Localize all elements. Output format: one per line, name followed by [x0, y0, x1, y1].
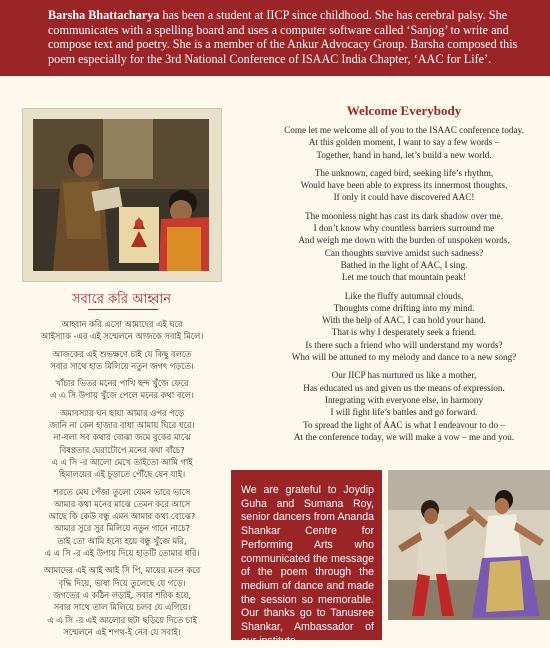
- poem-line: অমাবস্যার ঘন ছায়া আমার ওপর পড়ে: [59, 407, 185, 418]
- poem-line: If only it could have discovered AAC!: [333, 192, 475, 203]
- bengali-poem: [22, 318, 222, 643]
- poem-line: হিমালয়ের এই চূড়াতে পৌঁছে যেন যাই।: [58, 469, 186, 480]
- poem-line: জানি না কেন হাজার বাধা আমায় ঘিরে ধরে।: [49, 420, 195, 431]
- poem-line: I don’t know why countless barriers surround me: [313, 223, 495, 234]
- poem-line: Bathed in the light of AAC, I sing.: [340, 259, 468, 270]
- poem-line: সবার সাথে তাল মিলিয়ে চলব যে এগিয়ে।: [53, 602, 191, 613]
- poem-line: Together, hand in hand, let’s build a new world.: [316, 149, 492, 160]
- poem-line: আমাদের এই আই আই সি পি, মায়ের মতন করে: [43, 565, 201, 576]
- poem-line: Is there such a friend who will understand my words?: [305, 339, 503, 350]
- poem-line: আইস্যাক -এর এই সম্মেলনে আজকে সবাই মিলে।: [40, 331, 204, 342]
- poem-line: Thoughts come drifting into my mind.: [333, 302, 475, 313]
- poem-line: এ এ সি -র আলো মেখে তাইতো আমি গাই: [51, 456, 193, 467]
- poem-line: খাঁচার ভিতর মনের পাখি ছন্দ খুঁজে ফেরে: [55, 378, 189, 389]
- bengali-title-underline: [88, 309, 158, 310]
- bengali-stanza: [22, 318, 222, 343]
- poem-line: Let me touch that mountain peak!: [341, 272, 467, 283]
- poem-line: Integrating with everyone else, in harmony: [324, 394, 484, 405]
- poem-line: To spread the light of AAC is what I endeavour to do –: [303, 419, 505, 430]
- english-stanza: [258, 124, 550, 161]
- english-poem-title: Welcome Everybody: [346, 103, 462, 118]
- poem-line: আজকের এই শুভক্ষণে চাই যে কিছু বলতে: [52, 348, 192, 359]
- poem-line: বিষণ্ণতার ঘেরাটোপে মনের কথা বাঁচে?: [59, 444, 185, 455]
- poem-line: এ এ সি -র এই আলোর ছটা ছড়িয়ে দিতে চাই: [47, 614, 197, 625]
- poem-line: না-বলা সব কথার বোঝা জমে বুকের মাঝে: [53, 432, 191, 443]
- poem-line: Come let me welcome all of you to the ISAAC conference today.: [284, 125, 524, 135]
- poem-line: The moonless night has cast its dark shadow over me.: [304, 210, 503, 221]
- english-stanza: [258, 210, 550, 284]
- poem-line: সম্মেলনে এই শপথ-ই নেব যে সবাই।: [63, 626, 181, 637]
- intro-name: Barsha Bhattacharya: [48, 8, 160, 22]
- poem-line: এ এ সি উপায় খুঁজে পেলে মনের কথা বলে।: [50, 390, 194, 401]
- poet-photo-frame: [22, 108, 222, 282]
- poem-line: Like the fluffy autumnal clouds,: [344, 290, 464, 301]
- poem-line: শরতে মেঘ পেঁজা তুলো যেমন ভাবে ভাসে: [53, 486, 191, 497]
- acknowledgement-text: We are grateful to Joydip Guha and Sumana Roy, senior dancers from Ananda Shankar Centre for Performing Arts who communicated the message of the poem through the medium of dance and made the session so memorable. Our thanks go to Tanusree Shankar, Ambassador of our institute.: [241, 484, 374, 647]
- bengali-stanza: [22, 348, 222, 373]
- poem-line: এ এ সি -র এই উপায় দিয়ে হাতটি তোমার ধরি।: [44, 548, 200, 559]
- poem-line: Would have been able to express its innermost thoughts,: [300, 180, 508, 191]
- poem-line: That is why I desperately seek a friend.: [331, 327, 477, 338]
- poem-line: সবার সাথে হাত মিলিয়ে নতুন জগৎ গড়তে।: [50, 360, 194, 371]
- poem-line: তাই তো আমি হন্যে হয়ে বন্ধু খুঁজে মরি,: [57, 535, 187, 546]
- poem-line: And weigh me down with the burden of unspoken words.: [298, 235, 510, 246]
- poem-line: আমার কথা মনের মাঝে তেমন করে আসে: [53, 498, 191, 509]
- english-stanza: [258, 290, 550, 364]
- poem-line: With the help of AAC, I can hold your hand.: [322, 315, 486, 326]
- poem-line: আছে কি কেউ বন্ধু এমন আমার কথা বোঝে?: [48, 511, 196, 522]
- english-stanza: [258, 167, 550, 204]
- english-poem: [258, 124, 550, 449]
- intro-text: has been a student at IICP since childhood. She has cerebral palsy. She communicates with a spelling board and uses a computer software called ‘Sanjog’ to write and compose text and poetry. She is a member of the Ankur Advocacy Group. Barsha composed this poem especially for the 3rd National Conference of ISAAC India Chapter, ‘AAC for Life’.: [48, 8, 518, 66]
- poem-line: Our IICP has nurtured us like a mother,: [331, 370, 477, 381]
- bengali-stanza: [22, 486, 222, 560]
- poem-line: At the conference today, we will make a vow – me and you.: [293, 431, 515, 442]
- intro-banner: [0, 0, 550, 76]
- poem-line: Can thoughts survive amidst such sadness?: [324, 247, 484, 258]
- poem-line: আহ্বান করি এসো আমাদের এই ঘরে: [61, 319, 183, 329]
- poem-line: The unknown, caged bird, seeking life’s rhythm,: [314, 167, 494, 178]
- bengali-stanza: [22, 407, 222, 481]
- poem-line: At this golden moment, I want to say a few words –: [308, 137, 500, 148]
- bengali-stanza: [22, 564, 222, 638]
- poem-line: Has educated us and given us the means of expression.: [303, 382, 505, 393]
- poem-line: আমার সুরে সুর মিলিয়ে নতুন গানে নাচে?: [53, 523, 191, 534]
- english-stanza: [258, 369, 550, 443]
- bengali-stanza: [22, 377, 222, 402]
- dance-photo: [388, 470, 550, 620]
- poem-line: বৃদ্ধি দিয়ে, ভাষা দিয়ে তুলেছে যে গড়ে।: [58, 577, 186, 588]
- poem-line: I will fight life’s battles and go forward.: [330, 407, 478, 418]
- acknowledgement-box: [231, 470, 382, 647]
- poet-photo: [33, 119, 209, 271]
- poem-line: Who will be attuned to my melody and dance to a new song?: [291, 352, 517, 363]
- bengali-poem-title: সবারে করি আহ্বান: [71, 292, 172, 307]
- poem-line: জগতের এ কঠিন লড়াই, সবার শরিক হয়ে,: [52, 589, 192, 600]
